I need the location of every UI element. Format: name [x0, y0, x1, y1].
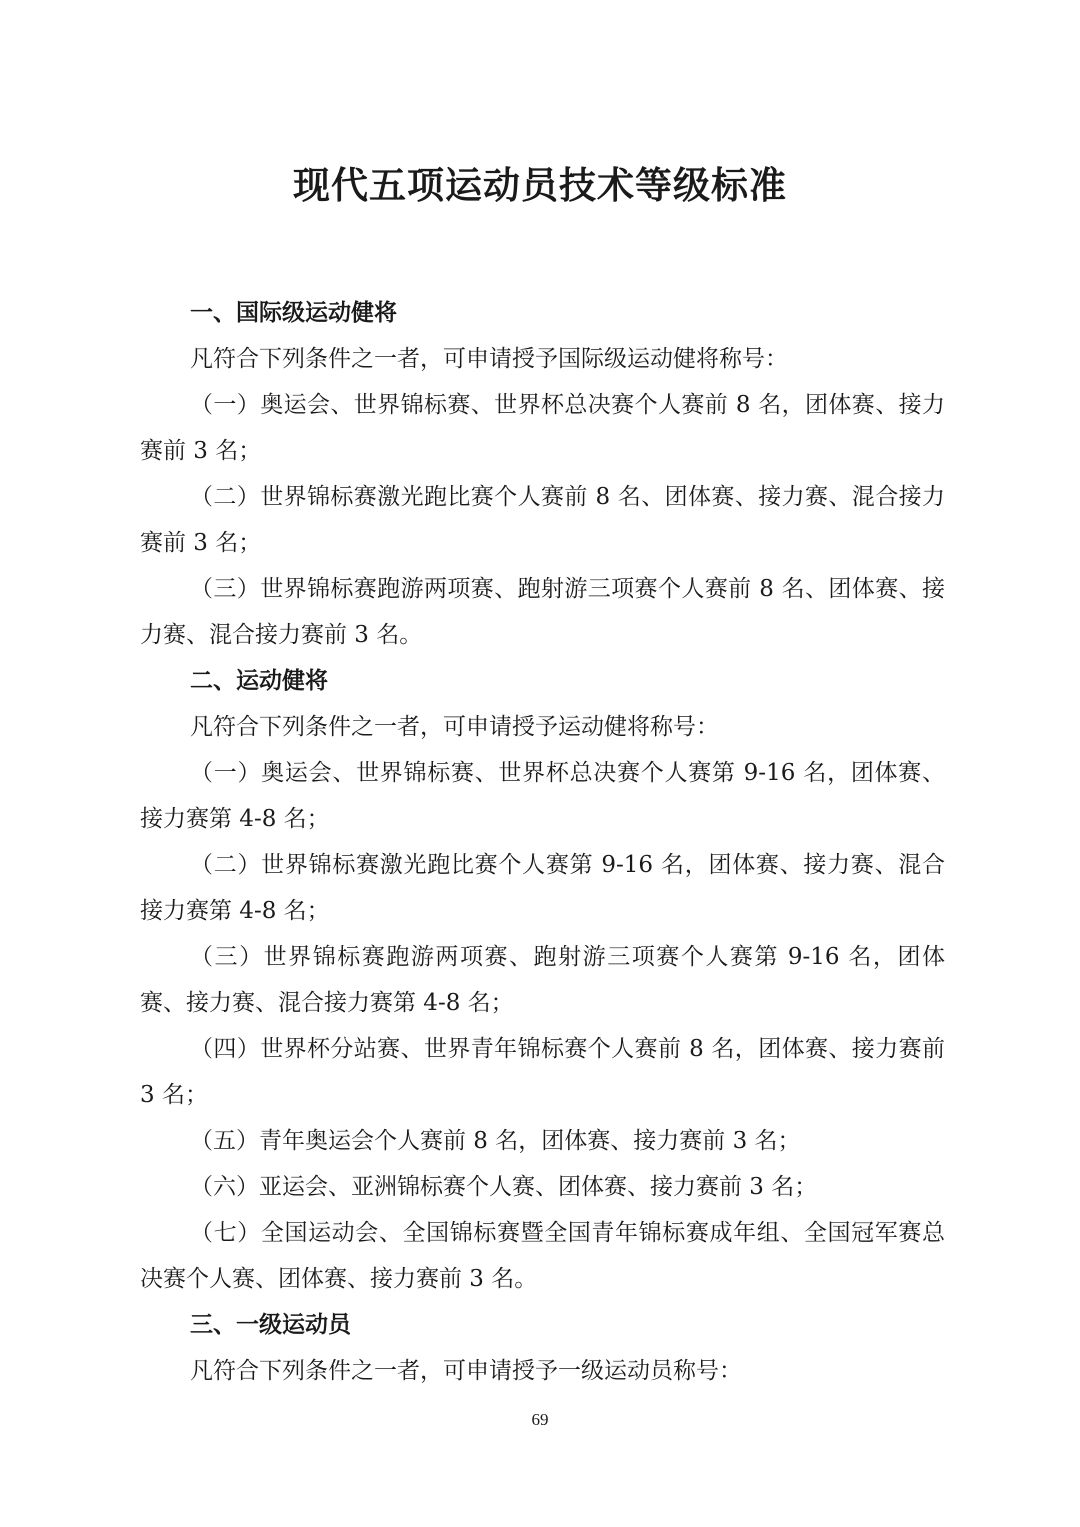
document-body [140, 290, 945, 1394]
section-intro: 凡符合下列条件之一者，可申请授予国际级运动健将称号： [190, 346, 788, 372]
document-title: 现代五项运动员技术等级标准 [293, 163, 787, 207]
section-heading-first-class: 三、一级运动员 [190, 1311, 351, 1338]
criteria-item: （四）世界杯分站赛、世界青年锦标赛个人赛前 8 名，团体赛、接力赛前 3 名； [140, 1036, 945, 1108]
criteria-item: （三）世界锦标赛跑游两项赛、跑射游三项赛个人赛前 8 名、团体赛、接力赛、混合接力赛前 3 名。 [140, 576, 945, 648]
criteria-item: （七）全国运动会、全国锦标赛暨全国青年锦标赛成年组、全国冠军赛总决赛个人赛、团体赛、接力赛前 3 名。 [140, 1220, 945, 1292]
section-intro: 凡符合下列条件之一者，可申请授予一级运动员称号： [190, 1358, 742, 1384]
section-heading-master: 二、运动健将 [190, 667, 328, 694]
criteria-item: （二）世界锦标赛激光跑比赛个人赛第 9-16 名，团体赛、接力赛、混合接力赛第 4-8 名； [140, 852, 945, 924]
criteria-item: （六）亚运会、亚洲锦标赛个人赛、团体赛、接力赛前 3 名； [190, 1174, 818, 1200]
page-number: 69 [531, 1410, 549, 1429]
section-heading-international-master: 一、国际级运动健将 [190, 299, 397, 326]
criteria-item: （五）青年奥运会个人赛前 8 名，团体赛、接力赛前 3 名； [190, 1128, 801, 1154]
criteria-item: （一）奥运会、世界锦标赛、世界杯总决赛个人赛第 9-16 名，团体赛、接力赛第 4-8 名； [140, 760, 945, 832]
criteria-item: （一）奥运会、世界锦标赛、世界杯总决赛个人赛前 8 名，团体赛、接力赛前 3 名； [140, 392, 945, 464]
criteria-item: （二）世界锦标赛激光跑比赛个人赛前 8 名、团体赛、接力赛、混合接力赛前 3 名； [140, 484, 945, 556]
criteria-item: （三）世界锦标赛跑游两项赛、跑射游三项赛个人赛第 9-16 名，团体赛、接力赛、混合接力赛第 4-8 名； [140, 944, 945, 1016]
section-intro: 凡符合下列条件之一者，可申请授予运动健将称号： [190, 714, 719, 740]
